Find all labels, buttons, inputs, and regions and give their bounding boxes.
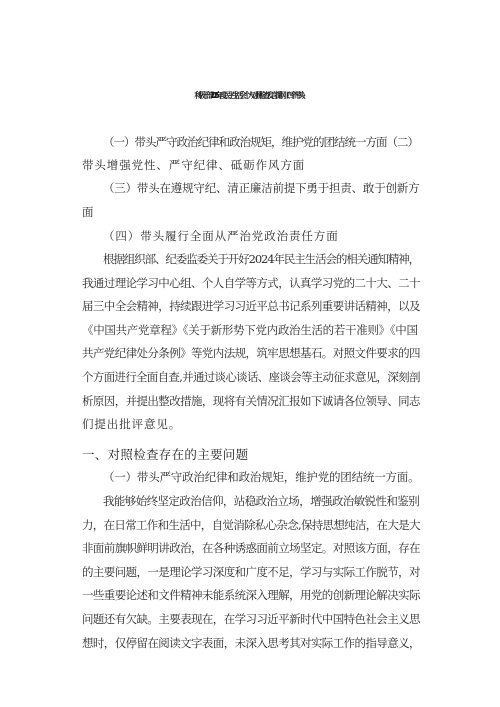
body-line: 想时，仅停留在阅读文字表面，未深入思考其对实际工作的指导意义， xyxy=(82,636,420,650)
intro-line: 共产党纪律处分条例》等党内法规，筑牢思想基石。对照文件要求的四 xyxy=(82,346,420,360)
outline-line: （四）带头履行全面从严治党政治责任方面 xyxy=(103,229,339,243)
body-line: 我能够始终坚定政治信仰，站稳政治立场，增强政治敏锐性和鉴别 xyxy=(103,494,420,508)
intro-line: 我通过理论学习中心组、个人自学等方式，认真学习党的二十大、二十 xyxy=(82,276,420,290)
body-line: 非面前旗帜鲜明讲政治，在各种诱惑面前立场坚定。对照该方面，存在 xyxy=(82,541,420,555)
intro-line: 届三中全会精神，持续跟进学习习近平总书记系列重要讲话精神，以及 xyxy=(82,299,420,313)
outline-line: （三）带头在遵规守纪、清正廉洁前提下勇于担责、敢于创新方 xyxy=(103,181,420,195)
section-subheading: （一）带头严守政治纪律和政治规矩，维护党的团结统一方面。 xyxy=(103,470,420,484)
intro-line: 个方面进行全面自查,并通过谈心谈话、座谈会等主动征求意见，深刻剖 xyxy=(82,370,420,384)
intro-line: 《中国共产党章程》《关于新形势下党内政治生活的若干准则》《中国 xyxy=(82,323,418,337)
body-line: 一些重要论述和文件精神未能系统深入理解，用党的创新理论解决实际 xyxy=(82,588,420,602)
intro-line: 析原因，并提出整改措施，现将有关情况汇报如下诚请各位领导、同志 xyxy=(82,394,420,408)
section-heading: 一、对照检查存在的主要问题 xyxy=(82,447,249,462)
document-title: 科级干部2025年度民主生活会个人对照检查发言提纲（四个带头） xyxy=(194,91,306,100)
intro-line: 根据组织部、纪委监委关于开好2024年民主生活会的相关通知精神， xyxy=(103,252,420,266)
body-line: 力，在日常工作和生活中，自觉消除私心杂念,保持思想纯洁，在大是大 xyxy=(82,518,420,532)
intro-line: 们提出批评意见。 xyxy=(82,417,182,431)
body-line: 问题还有欠缺。主要表现在，在学习习近平新时代中国特色社会主义思 xyxy=(82,612,420,626)
body-line: 的主要问题，一是理论学习深度和广度不足，学习与实际工作脱节，对 xyxy=(82,565,420,579)
outline-line: 面 xyxy=(82,205,95,219)
outline-line: （一）带头严守政治纪律和政治规矩，维护党的团结统一方面（二） xyxy=(103,135,418,149)
outline-line: 带头增强党性、严守纪律、砥砺作风方面 xyxy=(82,158,306,172)
